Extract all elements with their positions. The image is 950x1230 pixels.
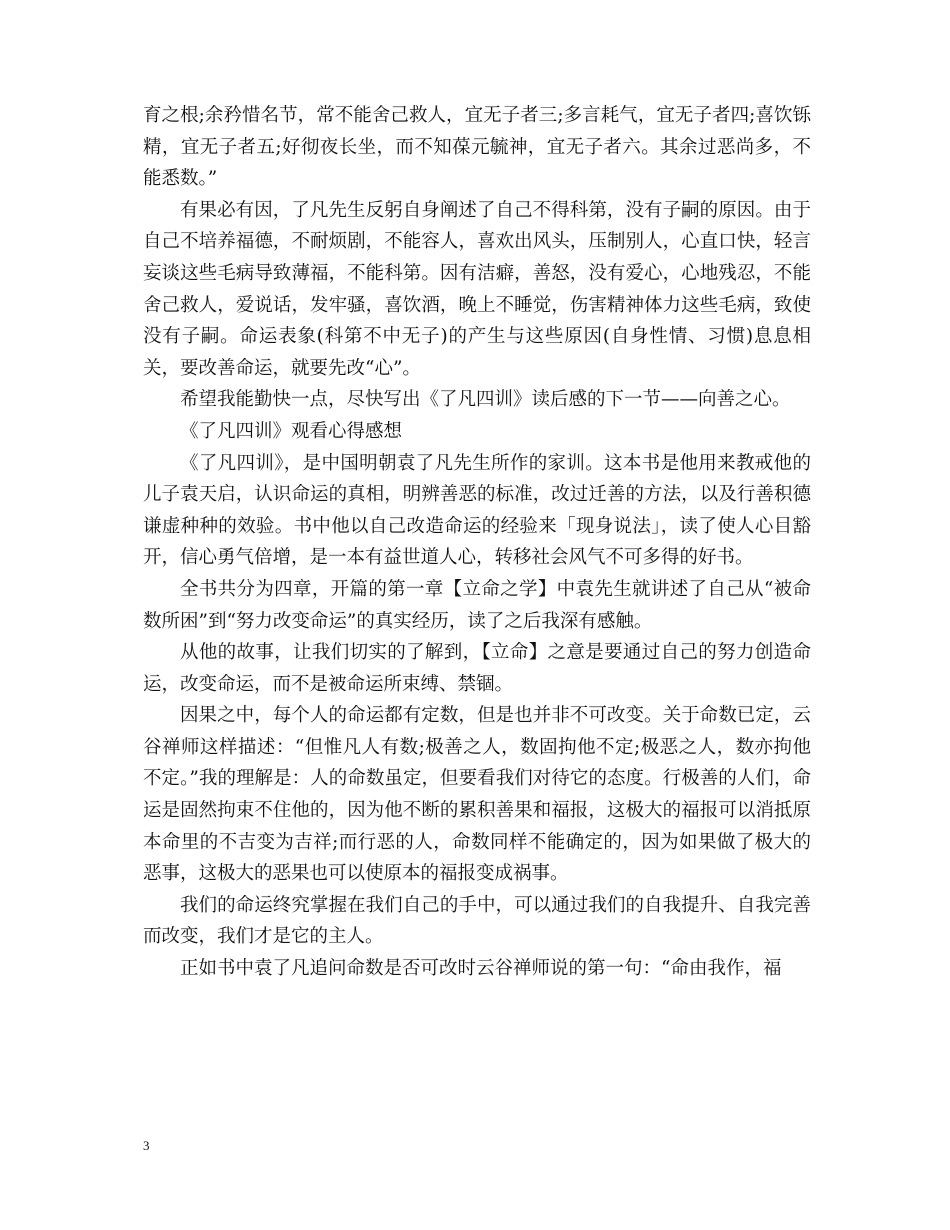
paragraph: 有果必有因，了凡先生反躬自身阐述了自己不得科第，没有子嗣的原因。由于自己不培养福德，不耐烦剧，不能容人，喜欢出风头，压制别人，心直口快，轻言妄谈这些毛病导致薄福，不能科第。因有洁癖，善怒，没有爱心，心地残忍，不能舍己救人，爱说话，发牢骚，喜饮酒，晚上不睡觉，伤害精神体力这些毛病，致使没有子嗣。命运表象(科第不中无子)的产生与这些原因(自身性情、习惯)息息相关，要改善命运，就要先改“心”。: [143, 199, 811, 379]
paragraph: 希望我能勤快一点，尽快写出《了凡四训》读后感的下一节——向善之心。: [180, 389, 791, 411]
paragraph: 我们的命运终究掌握在我们自己的手中，可以通过我们的自我提升、自我完善而改变，我们才是它的主人。: [143, 894, 811, 948]
paragraph-continuation: 育之根;余矜惜名节，常不能舍己救人，宜无子者三;多言耗气，宜无子者四;喜饮铄精，宜无子者五;好彻夜长坐，而不知葆元毓神，宜无子者六。其余过恶尚多，不能悉数。”: [143, 105, 811, 190]
paragraph: 因果之中，每个人的命运都有定数，但是也并非不可改变。关于命数已定，云谷禅师这样描述：“但惟凡人有数;极善之人，数固拘他不定;极恶之人，数亦拘他不定。”我的理解是：人的命数虽定，但要看我们对待它的态度。行极善的人们，命运是固然拘束不住他的，因为他不断的累积善果和福报，这极大的福报可以消抵原本命里的不吉变为吉祥;而行恶的人，命数同样不能确定的，因为如果做了极大的恶事，这极大的恶果也可以使原本的福报变成祸事。: [143, 705, 811, 885]
page-number: 3: [143, 1138, 150, 1153]
paragraph: 正如书中袁了凡追问命数是否可改时云谷禅师说的第一句：“命由我作，福: [180, 958, 782, 980]
paragraph: 从他的故事，让我们切实的了解到，【立命】之意是要通过自己的努力创造命运，改变命运，而不是被命运所束缚、禁锢。: [143, 642, 811, 695]
page-body: [143, 100, 811, 985]
paragraph: 全书共分为四章，开篇的第一章【立命之学】中袁先生就讲述了自己从“被命数所困”到“努力改变命运”的真实经历，读了之后我深有感触。: [143, 578, 811, 632]
paragraph: 《了凡四训》，是中国明朝袁了凡先生所作的家训。这本书是他用来教戒他的儿子袁天启，认识命运的真相，明辨善恶的标准，改过迁善的方法，以及行善积德谦虚种种的效验。书中他以自己改造命运的经验来「现身说法」，读了使人心目豁开，信心勇气倍增，是一本有益世道人心，转移社会风气不可多得的好书。: [143, 452, 811, 569]
section-heading: 《了凡四训》观看心得感想: [180, 420, 403, 442]
